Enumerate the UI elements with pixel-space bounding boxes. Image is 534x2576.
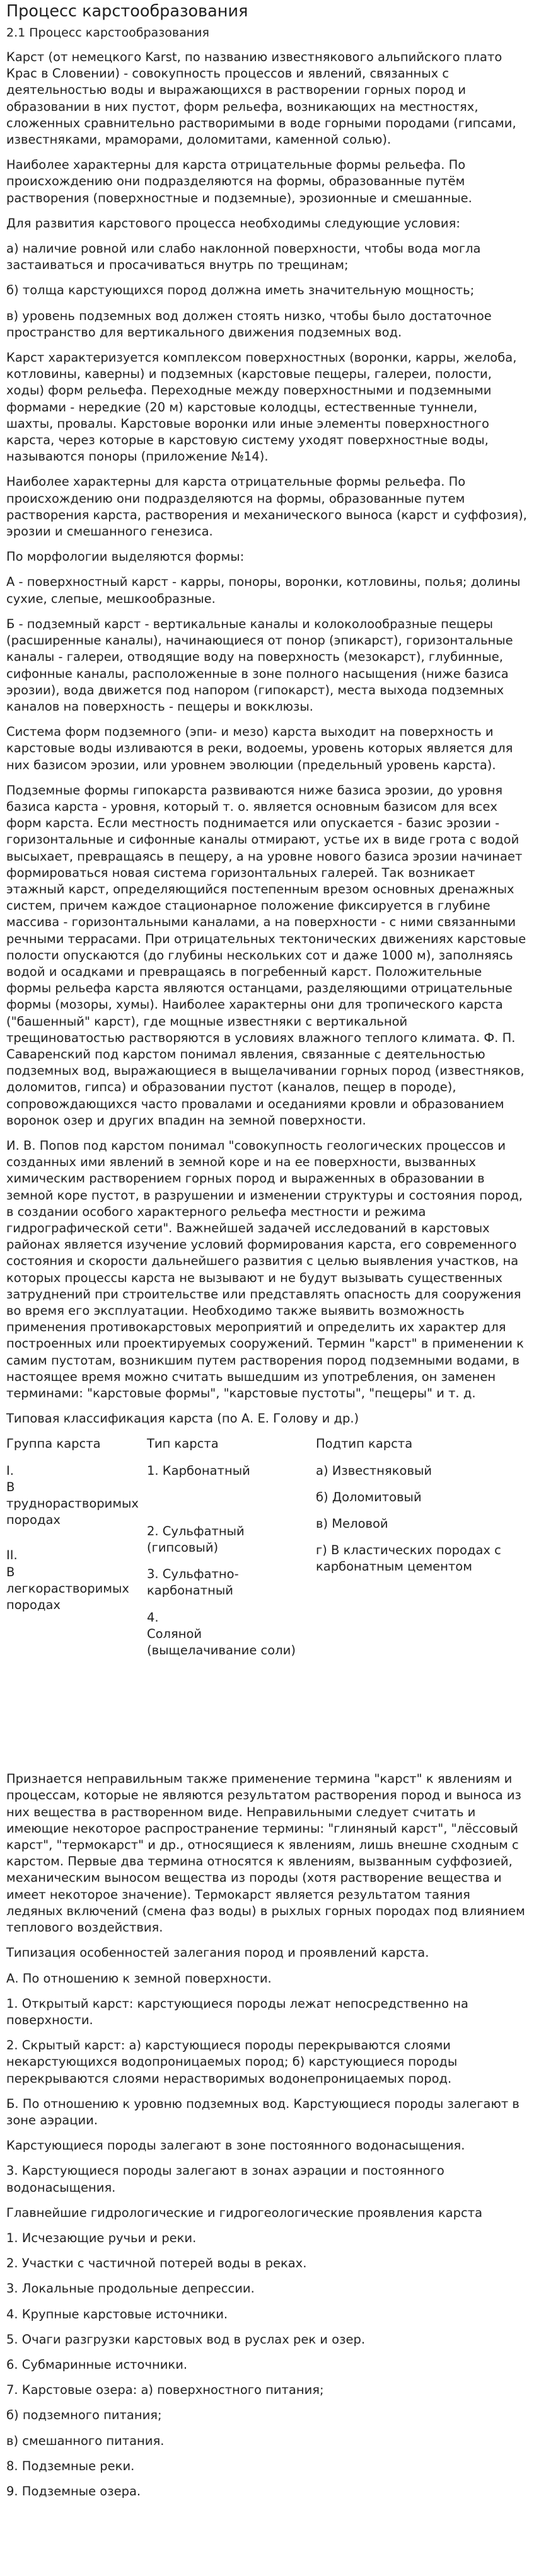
paragraph: Система форм подземного (эпи- и мезо) карста выходит на поверхность и карстовые воды изливаются в реки, водоемы, уровень которых является для них базисом эрозии, или уровнем эволюции (предельный уровень карста). bbox=[6, 724, 513, 772]
body-after-table bbox=[6, 1771, 528, 2500]
paragraph: 4. Крупные карстовые источники. bbox=[6, 2306, 228, 2321]
type-cell: 4. Соляной (выщелачивание соли) bbox=[147, 1610, 296, 1658]
subtype-column bbox=[316, 1436, 515, 1669]
paragraph: Наиболее характерны для карста отрицательные формы рельефа. По происхождению они подразделяются на формы, образованные путём растворения (поверхностные и подземные), эрозионные и смешанные. bbox=[6, 157, 472, 205]
paragraph: а) наличие ровной или слабо наклонной поверхности, чтобы вода могла застаиваться и просачиваться внутрь по трещинам; bbox=[6, 241, 481, 273]
type-cell: 1. Карбонатный bbox=[147, 1463, 250, 1478]
blank-space bbox=[6, 1678, 528, 1771]
paragraph: 6. Субмаринные источники. bbox=[6, 2357, 188, 2372]
paragraph: 2. Скрытый карст: а) карстующиеся породы перекрываются слоями некарстующихся водопроницаемых пород; б) карстующиеся породы перекрываются слоями нерастворимых водонепроницаемых пород. bbox=[6, 2038, 458, 2086]
subtype-cell: а) Известняковый bbox=[316, 1463, 432, 1478]
type-cell: 2. Сульфатный (гипсовый) bbox=[147, 1523, 245, 1555]
subtype-cell: в) Меловой bbox=[316, 1516, 388, 1531]
group-cell: I. В труднорастворимых породах bbox=[6, 1463, 139, 1528]
body-before-table bbox=[6, 49, 528, 1427]
subtype-cell: б) Доломитовый bbox=[316, 1489, 422, 1504]
classification-table bbox=[6, 1436, 528, 1669]
paragraph: Типовая классификация карста (по А. Е. Голову и др.) bbox=[6, 1411, 359, 1426]
paragraph: 3. Карстующиеся породы залегают в зонах аэрации и постоянного водонасыщения. bbox=[6, 2163, 444, 2195]
paragraph: 8. Подземные реки. bbox=[6, 2458, 135, 2473]
column-header-group: Группа карста bbox=[6, 1436, 101, 1451]
paragraph: Типизация особенностей залегания пород и проявлений карста. bbox=[6, 1945, 429, 1961]
paragraph: 1. Открытый карст: карстующиеся породы лежат непосредственно на поверхности. bbox=[6, 1996, 468, 2027]
type-cell: 3. Сульфатно-карбонатный bbox=[147, 1567, 239, 1598]
paragraph: А - поверхностный карст - карры, поноры, воронки, котловины, полья; долины сухие, слепые, мешкообразные. bbox=[6, 575, 521, 606]
paragraph: Признается неправильным также применение термина "карст" к явлениям и процессам, которые не являются результатом растворения пород и выноса из них вещества в растворенном виде. Неправильными следует считать и имеющие некоторое распространение термины: "глиняный карст", "лёссовый карст", "термокарст" и др., относящиеся к явлениям, лишь внешне сходным с карстом. Первые два термина относятся к явлениям, вызванным суффозией, механическим выносом вещества из породы (хотя растворение вещества и имеет некоторое значение). Термокарст является результатом таяния ледяных включений (смена фаз воды) в рыхлых горных породах под влиянием теплового воздействия. bbox=[6, 1772, 525, 1935]
paragraph: б) толща карстующихся пород должна иметь значительную мощность; bbox=[6, 283, 475, 298]
paragraph: Главнейшие гидрологические и гидрогеологические проявления карста bbox=[6, 2205, 483, 2220]
type-column bbox=[147, 1436, 316, 1669]
paragraph: По морфологии выделяются формы: bbox=[6, 549, 245, 564]
paragraph: Наиболее характерны для карста отрицательные формы рельефа. По происхождению они подразделяются на формы, образованные путем растворения карста, растворения и механического выноса (карст и суффозия), эрозии и смешанного генезиса. bbox=[6, 474, 527, 539]
paragraph: Карст характеризуется комплексом поверхностных (воронки, карры, желоба, котловины, каверны) и подземных (карстовые пещеры, галереи, полости, ходы) форм рельефа. Переходные между поверхностными и подземными формами - нередкие (20 м) карстовые колодцы, естественные туннели, шахты, провалы. Карстовые воронки или иные элементы поверхностного карста, через которые в карстовую систему уходят поверхностные воды, называются поноры (приложение №14). bbox=[6, 350, 517, 464]
paragraph: в) уровень подземных вод должен стоять низко, чтобы было достаточное пространство для вертикального движения подземных вод. bbox=[6, 308, 492, 340]
subtype-cell: г) В кластических породах с карбонатным цементом bbox=[316, 1543, 501, 1574]
paragraph: Карстующиеся породы залегают в зоне постоянного водонасыщения. bbox=[6, 2138, 465, 2153]
paragraph: Для развития карстового процесса необходимы следующие условия: bbox=[6, 215, 460, 231]
paragraph: Карст (от немецкого Karst, по названию известнякового альпийского плато Крас в Словении) - совокупность процессов и явлений, связанных с деятельностью воды и выражающихся в растворении горных пород и образовании в них пустот, форм рельефа, возникающих на местностях, сложенных сравнительно растворимыми в воде горными породами (гипсами, известняками, мраморами, доломитами, каменной солью). bbox=[6, 50, 516, 147]
paragraph: И. В. Попов под карстом понимал "совокупность геологических процессов и созданных ими явлений в земной коре и на ее поверхности, вызванных химическим растворением горных пород и выраженных в образовании в земной коре пустот, в разрушении и изменении структуры и состояния пород, в создании особого характерного рельефа местности и режима гидрографической сети". Важнейшей задачей исследований в карстовых районах является изучение условий формирования карста, его современного состояния и скорости дальнейшего развития с целью выявления участков, на которых процессы карста не вызывают и не будут вызывать существенных затруднений при строительстве или представлять опасность для сооружения во время его эксплуатации. Необходимо также выявить возможность применения противокарстовых мероприятий и определить их характер для построенных или проектируемых сооружений. Термин "карст" в применении к самим пустотам, возникшим путем растворения пород подземными водами, в настоящее время можно считать вышедшим из употребления, он заменен терминами: "карстовые формы", "карстовые пустоты", "пещеры" и т. д. bbox=[6, 1138, 524, 1401]
paragraph: 5. Очаги разгрузки карстовых вод в руслах рек и озер. bbox=[6, 2332, 366, 2347]
section-subtitle: 2.1 Процесс карстообразования bbox=[6, 26, 209, 40]
group-cell: II. В легкорастворимых породах bbox=[6, 1548, 129, 1613]
paragraph: 2. Участки с частичной потерей воды в реках. bbox=[6, 2256, 307, 2271]
paragraph: 9. Подземные озера. bbox=[6, 2483, 141, 2499]
paragraph: 1. Исчезающие ручьи и реки. bbox=[6, 2230, 197, 2245]
page-title: Процесс карстообразования bbox=[6, 2, 248, 21]
paragraph: в) смешанного питания. bbox=[6, 2433, 165, 2448]
paragraph: Подземные формы гипокарста развиваются ниже базиса эрозии, до уровня базиса карста - уровня, который т. о. является основным базисом для всех форм карста. Если местность поднимается или опускается - базис эрозии - горизонтальные и сифонные каналы отмирают, устье их в виде грота с водой высыхает, превращаясь в пещеру, а на уровне нового базиса эрозии начинает формироваться новая система горизонтальных галерей. Так возникает этажный карст, определяющийся постепенным врезом основных дренажных систем, причем каждое стационарное положение фиксируется в глубине массива - горизонтальными каналами, а на поверхности - с ними связанными речными террасами. При отрицательных тектонических движениях карстовые полости опускаются (до глубины нескольких сот и даже 1000 м), заполняясь водой и осадками и превращаясь в погребенный карст. Положительные формы рельефа карста являются останцами, разделяющими отрицательные формы (мозоры, хумы). Наиболее характерны они для тропического карста ("башенный" карст), где мощные известняки с вертикальной трещиноватостью растворяются в условиях влажного теплого климата. Ф. П. Саваренский под карстом понимал явления, связанные с деятельностью подземных вод, выражающиеся в выщелачивании горных пород (известняков, доломитов, гипса) и образовании пустот (каналов, пещер в породе), сопровождающихся часто провалами и оседаниями кровли и образованием воронок озер и других впадин на земной поверхности. bbox=[6, 782, 526, 1128]
paragraph: б) подземного питания; bbox=[6, 2408, 162, 2423]
group-column bbox=[6, 1436, 147, 1669]
column-header-subtype: Подтип карста bbox=[316, 1436, 413, 1451]
paragraph: 3. Локальные продольные депрессии. bbox=[6, 2281, 255, 2296]
column-header-type: Тип карста bbox=[147, 1436, 219, 1451]
paragraph: 7. Карстовые озера: а) поверхностного питания; bbox=[6, 2383, 324, 2398]
paragraph: А. По отношению к земной поверхности. bbox=[6, 1971, 272, 1986]
paragraph: Б. По отношению к уровню подземных вод. Карстующиеся породы залегают в зоне аэрации. bbox=[6, 2096, 519, 2127]
paragraph: Б - подземный карст - вертикальные каналы и колоколообразные пещеры (расширенные каналы), начинающиеся от понор (эпикарст), горизонтальные каналы - галереи, отводящие воду на поверхность (мезокарст), глубинные, сифонные каналы, расположенные в зоне полного насыщения (ниже базиса эрозии), вода движется под напором (гипокарст), места выхода подземных каналов на поверхность - пещеры и вокклюзы. bbox=[6, 616, 513, 714]
